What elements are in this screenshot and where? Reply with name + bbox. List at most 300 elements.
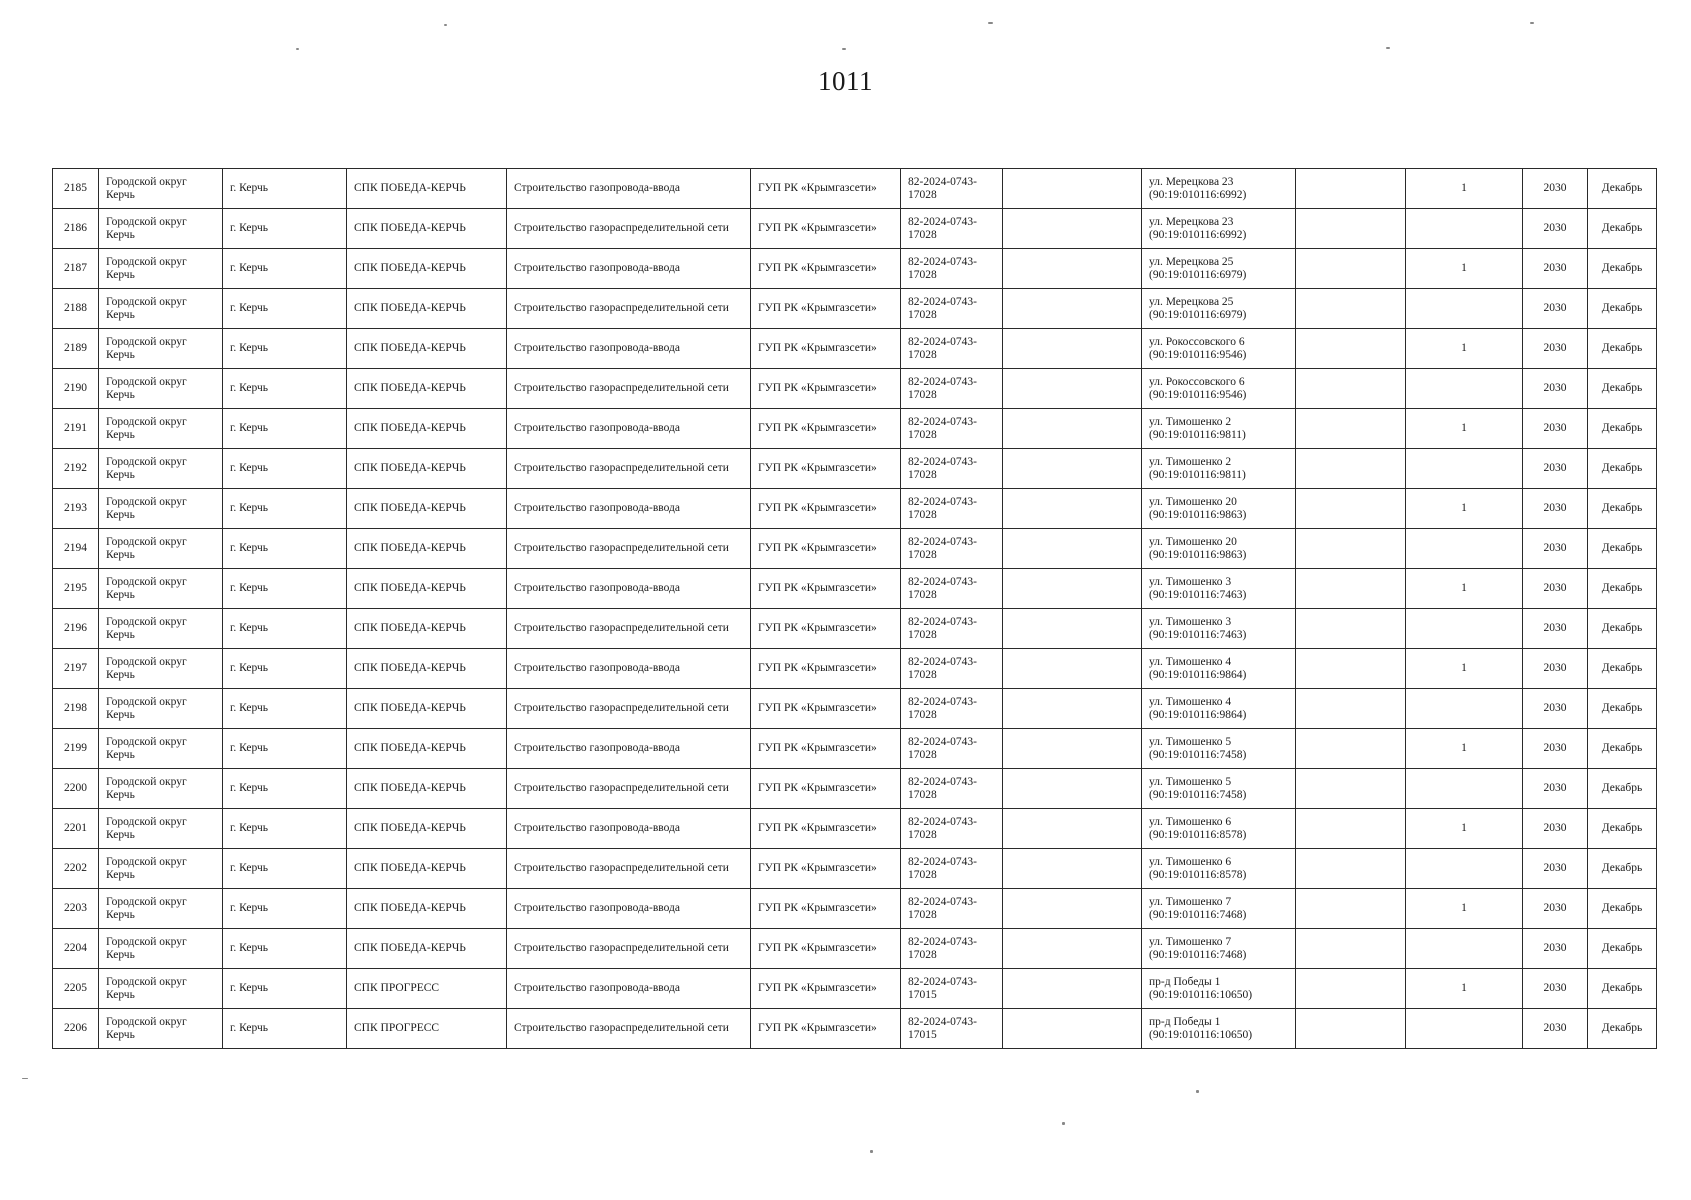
- row-number: 2198: [53, 689, 99, 729]
- row-number: 2187: [53, 249, 99, 289]
- city-cell: г. Керчь: [223, 569, 347, 609]
- scan-speck: [842, 48, 846, 50]
- row-number: 2192: [53, 449, 99, 489]
- empty-cell: [1296, 289, 1406, 329]
- city-cell: г. Керчь: [223, 1009, 347, 1049]
- count-cell: [1406, 449, 1523, 489]
- organization-cell: ГУП РК «Крымгазсети»: [751, 209, 901, 249]
- code-cell: 82-2024-0743-17028: [901, 489, 1003, 529]
- table-row: [53, 849, 1657, 889]
- row-number: 2200: [53, 769, 99, 809]
- city-cell: г. Керчь: [223, 649, 347, 689]
- address-cell: ул. Тимошенко 3 (90:19:010116:7463): [1142, 569, 1296, 609]
- count-cell: [1406, 209, 1523, 249]
- month-cell: Декабрь: [1588, 929, 1657, 969]
- district-cell: Городской округ Керчь: [99, 969, 223, 1009]
- work-type-cell: Строительство газораспределительной сети: [507, 769, 751, 809]
- year-cell: 2030: [1523, 1009, 1588, 1049]
- empty-cell: [1296, 769, 1406, 809]
- work-type-cell: Строительство газопровода-ввода: [507, 809, 751, 849]
- work-type-cell: Строительство газораспределительной сети: [507, 369, 751, 409]
- code-cell: 82-2024-0743-17028: [901, 329, 1003, 369]
- district-cell: Городской округ Керчь: [99, 249, 223, 289]
- address-cell: ул. Мерецкова 25 (90:19:010116:6979): [1142, 249, 1296, 289]
- district-cell: Городской округ Керчь: [99, 329, 223, 369]
- year-cell: 2030: [1523, 249, 1588, 289]
- work-type-cell: Строительство газораспределительной сети: [507, 529, 751, 569]
- work-type-cell: Строительство газопровода-ввода: [507, 569, 751, 609]
- year-cell: 2030: [1523, 529, 1588, 569]
- address-cell: ул. Тимошенко 4 (90:19:010116:9864): [1142, 649, 1296, 689]
- work-type-cell: Строительство газопровода-ввода: [507, 329, 751, 369]
- year-cell: 2030: [1523, 769, 1588, 809]
- applicant-cell: СПК ПОБЕДА-КЕРЧЬ: [347, 729, 507, 769]
- code-cell: 82-2024-0743-17028: [901, 769, 1003, 809]
- year-cell: 2030: [1523, 609, 1588, 649]
- empty-cell: [1296, 169, 1406, 209]
- registry-table: [52, 168, 1657, 1049]
- empty-cell: [1003, 489, 1142, 529]
- empty-cell: [1296, 689, 1406, 729]
- month-cell: Декабрь: [1588, 249, 1657, 289]
- year-cell: 2030: [1523, 449, 1588, 489]
- organization-cell: ГУП РК «Крымгазсети»: [751, 889, 901, 929]
- code-cell: 82-2024-0743-17028: [901, 409, 1003, 449]
- scan-speck: [1386, 47, 1390, 49]
- table-row: [53, 649, 1657, 689]
- scan-speck: [444, 24, 447, 26]
- count-cell: 1: [1406, 809, 1523, 849]
- empty-cell: [1003, 769, 1142, 809]
- applicant-cell: СПК ПОБЕДА-КЕРЧЬ: [347, 769, 507, 809]
- address-cell: ул. Мерецкова 23 (90:19:010116:6992): [1142, 209, 1296, 249]
- year-cell: 2030: [1523, 929, 1588, 969]
- work-type-cell: Строительство газораспределительной сети: [507, 929, 751, 969]
- work-type-cell: Строительство газораспределительной сети: [507, 1009, 751, 1049]
- district-cell: Городской округ Керчь: [99, 569, 223, 609]
- empty-cell: [1003, 569, 1142, 609]
- district-cell: Городской округ Керчь: [99, 529, 223, 569]
- count-cell: 1: [1406, 489, 1523, 529]
- table-row: [53, 569, 1657, 609]
- table-row: [53, 529, 1657, 569]
- row-number: 2206: [53, 1009, 99, 1049]
- row-number: 2203: [53, 889, 99, 929]
- district-cell: Городской округ Керчь: [99, 169, 223, 209]
- address-cell: ул. Тимошенко 5 (90:19:010116:7458): [1142, 769, 1296, 809]
- district-cell: Городской округ Керчь: [99, 849, 223, 889]
- address-cell: ул. Тимошенко 3 (90:19:010116:7463): [1142, 609, 1296, 649]
- empty-cell: [1296, 809, 1406, 849]
- year-cell: 2030: [1523, 649, 1588, 689]
- address-cell: ул. Мерецкова 25 (90:19:010116:6979): [1142, 289, 1296, 329]
- count-cell: [1406, 849, 1523, 889]
- month-cell: Декабрь: [1588, 649, 1657, 689]
- code-cell: 82-2024-0743-17028: [901, 729, 1003, 769]
- month-cell: Декабрь: [1588, 729, 1657, 769]
- count-cell: [1406, 689, 1523, 729]
- table-row: [53, 689, 1657, 729]
- year-cell: 2030: [1523, 409, 1588, 449]
- organization-cell: ГУП РК «Крымгазсети»: [751, 769, 901, 809]
- month-cell: Декабрь: [1588, 209, 1657, 249]
- applicant-cell: СПК ПОБЕДА-КЕРЧЬ: [347, 849, 507, 889]
- district-cell: Городской округ Керчь: [99, 889, 223, 929]
- work-type-cell: Строительство газораспределительной сети: [507, 689, 751, 729]
- count-cell: [1406, 529, 1523, 569]
- district-cell: Городской округ Керчь: [99, 769, 223, 809]
- city-cell: г. Керчь: [223, 609, 347, 649]
- district-cell: Городской округ Керчь: [99, 449, 223, 489]
- table-row: [53, 769, 1657, 809]
- empty-cell: [1003, 969, 1142, 1009]
- year-cell: 2030: [1523, 729, 1588, 769]
- applicant-cell: СПК ПОБЕДА-КЕРЧЬ: [347, 169, 507, 209]
- address-cell: ул. Тимошенко 4 (90:19:010116:9864): [1142, 689, 1296, 729]
- applicant-cell: СПК ПОБЕДА-КЕРЧЬ: [347, 489, 507, 529]
- count-cell: [1406, 769, 1523, 809]
- count-cell: [1406, 929, 1523, 969]
- table-row: [53, 809, 1657, 849]
- applicant-cell: СПК ПОБЕДА-КЕРЧЬ: [347, 689, 507, 729]
- count-cell: 1: [1406, 329, 1523, 369]
- empty-cell: [1003, 849, 1142, 889]
- work-type-cell: Строительство газопровода-ввода: [507, 409, 751, 449]
- month-cell: Декабрь: [1588, 289, 1657, 329]
- work-type-cell: Строительство газораспределительной сети: [507, 289, 751, 329]
- organization-cell: ГУП РК «Крымгазсети»: [751, 1009, 901, 1049]
- month-cell: Декабрь: [1588, 409, 1657, 449]
- page-number: 1011: [818, 66, 873, 96]
- organization-cell: ГУП РК «Крымгазсети»: [751, 689, 901, 729]
- organization-cell: ГУП РК «Крымгазсети»: [751, 329, 901, 369]
- address-cell: ул. Тимошенко 2 (90:19:010116:9811): [1142, 449, 1296, 489]
- row-number: 2199: [53, 729, 99, 769]
- code-cell: 82-2024-0743-17028: [901, 809, 1003, 849]
- district-cell: Городской округ Керчь: [99, 1009, 223, 1049]
- count-cell: 1: [1406, 889, 1523, 929]
- year-cell: 2030: [1523, 169, 1588, 209]
- row-number: 2189: [53, 329, 99, 369]
- city-cell: г. Керчь: [223, 729, 347, 769]
- year-cell: 2030: [1523, 809, 1588, 849]
- applicant-cell: СПК ПОБЕДА-КЕРЧЬ: [347, 409, 507, 449]
- table-row: [53, 209, 1657, 249]
- empty-cell: [1003, 889, 1142, 929]
- applicant-cell: СПК ПОБЕДА-КЕРЧЬ: [347, 809, 507, 849]
- city-cell: г. Керчь: [223, 289, 347, 329]
- organization-cell: ГУП РК «Крымгазсети»: [751, 649, 901, 689]
- district-cell: Городской округ Керчь: [99, 809, 223, 849]
- address-cell: ул. Рокоссовского 6 (90:19:010116:9546): [1142, 329, 1296, 369]
- row-number: 2204: [53, 929, 99, 969]
- table-row: [53, 449, 1657, 489]
- applicant-cell: СПК ПОБЕДА-КЕРЧЬ: [347, 529, 507, 569]
- row-number: 2202: [53, 849, 99, 889]
- code-cell: 82-2024-0743-17028: [901, 609, 1003, 649]
- empty-cell: [1003, 289, 1142, 329]
- work-type-cell: Строительство газопровода-ввода: [507, 889, 751, 929]
- table-row: [53, 249, 1657, 289]
- city-cell: г. Керчь: [223, 169, 347, 209]
- row-number: 2193: [53, 489, 99, 529]
- scan-speck: [1062, 1122, 1065, 1125]
- work-type-cell: Строительство газораспределительной сети: [507, 609, 751, 649]
- district-cell: Городской округ Керчь: [99, 289, 223, 329]
- empty-cell: [1296, 649, 1406, 689]
- code-cell: 82-2024-0743-17028: [901, 209, 1003, 249]
- month-cell: Декабрь: [1588, 889, 1657, 929]
- table-row: [53, 929, 1657, 969]
- count-cell: 1: [1406, 969, 1523, 1009]
- row-number: 2185: [53, 169, 99, 209]
- applicant-cell: СПК ПОБЕДА-КЕРЧЬ: [347, 929, 507, 969]
- organization-cell: ГУП РК «Крымгазсети»: [751, 969, 901, 1009]
- address-cell: ул. Тимошенко 6 (90:19:010116:8578): [1142, 849, 1296, 889]
- address-cell: ул. Тимошенко 7 (90:19:010116:7468): [1142, 929, 1296, 969]
- table-row: [53, 969, 1657, 1009]
- organization-cell: ГУП РК «Крымгазсети»: [751, 849, 901, 889]
- organization-cell: ГУП РК «Крымгазсети»: [751, 809, 901, 849]
- organization-cell: ГУП РК «Крымгазсети»: [751, 169, 901, 209]
- table-row: [53, 409, 1657, 449]
- empty-cell: [1296, 729, 1406, 769]
- month-cell: Декабрь: [1588, 329, 1657, 369]
- applicant-cell: СПК ПОБЕДА-КЕРЧЬ: [347, 369, 507, 409]
- address-cell: ул. Тимошенко 20 (90:19:010116:9863): [1142, 529, 1296, 569]
- code-cell: 82-2024-0743-17028: [901, 849, 1003, 889]
- city-cell: г. Керчь: [223, 449, 347, 489]
- empty-cell: [1003, 609, 1142, 649]
- empty-cell: [1296, 529, 1406, 569]
- row-number: 2195: [53, 569, 99, 609]
- month-cell: Декабрь: [1588, 1009, 1657, 1049]
- scan-speck: [870, 1150, 873, 1153]
- applicant-cell: СПК ПОБЕДА-КЕРЧЬ: [347, 569, 507, 609]
- address-cell: пр-д Победы 1 (90:19:010116:10650): [1142, 1009, 1296, 1049]
- year-cell: 2030: [1523, 569, 1588, 609]
- table-row: [53, 489, 1657, 529]
- city-cell: г. Керчь: [223, 929, 347, 969]
- applicant-cell: СПК ПОБЕДА-КЕРЧЬ: [347, 209, 507, 249]
- organization-cell: ГУП РК «Крымгазсети»: [751, 729, 901, 769]
- code-cell: 82-2024-0743-17028: [901, 369, 1003, 409]
- work-type-cell: Строительство газораспределительной сети: [507, 209, 751, 249]
- code-cell: 82-2024-0743-17015: [901, 1009, 1003, 1049]
- district-cell: Городской округ Керчь: [99, 689, 223, 729]
- code-cell: 82-2024-0743-17028: [901, 529, 1003, 569]
- applicant-cell: СПК ПОБЕДА-КЕРЧЬ: [347, 889, 507, 929]
- organization-cell: ГУП РК «Крымгазсети»: [751, 449, 901, 489]
- address-cell: ул. Рокоссовского 6 (90:19:010116:9546): [1142, 369, 1296, 409]
- applicant-cell: СПК ПОБЕДА-КЕРЧЬ: [347, 289, 507, 329]
- empty-cell: [1003, 449, 1142, 489]
- city-cell: г. Керчь: [223, 209, 347, 249]
- row-number: 2205: [53, 969, 99, 1009]
- city-cell: г. Керчь: [223, 769, 347, 809]
- scan-speck: [1530, 22, 1534, 24]
- empty-cell: [1296, 329, 1406, 369]
- year-cell: 2030: [1523, 889, 1588, 929]
- work-type-cell: Строительство газораспределительной сети: [507, 449, 751, 489]
- row-number: 2188: [53, 289, 99, 329]
- organization-cell: ГУП РК «Крымгазсети»: [751, 929, 901, 969]
- work-type-cell: Строительство газопровода-ввода: [507, 729, 751, 769]
- month-cell: Декабрь: [1588, 969, 1657, 1009]
- empty-cell: [1296, 889, 1406, 929]
- empty-cell: [1003, 329, 1142, 369]
- empty-cell: [1296, 249, 1406, 289]
- row-number: 2191: [53, 409, 99, 449]
- count-cell: 1: [1406, 169, 1523, 209]
- year-cell: 2030: [1523, 969, 1588, 1009]
- work-type-cell: Строительство газопровода-ввода: [507, 169, 751, 209]
- organization-cell: ГУП РК «Крымгазсети»: [751, 609, 901, 649]
- applicant-cell: СПК ПОБЕДА-КЕРЧЬ: [347, 449, 507, 489]
- month-cell: Декабрь: [1588, 689, 1657, 729]
- organization-cell: ГУП РК «Крымгазсети»: [751, 409, 901, 449]
- empty-cell: [1296, 409, 1406, 449]
- row-number: 2186: [53, 209, 99, 249]
- applicant-cell: СПК ПРОГРЕСС: [347, 969, 507, 1009]
- empty-cell: [1296, 969, 1406, 1009]
- table-row: [53, 169, 1657, 209]
- work-type-cell: Строительство газопровода-ввода: [507, 249, 751, 289]
- city-cell: г. Керчь: [223, 329, 347, 369]
- empty-cell: [1003, 209, 1142, 249]
- code-cell: 82-2024-0743-17028: [901, 649, 1003, 689]
- month-cell: Декабрь: [1588, 529, 1657, 569]
- address-cell: ул. Тимошенко 7 (90:19:010116:7468): [1142, 889, 1296, 929]
- month-cell: Декабрь: [1588, 449, 1657, 489]
- district-cell: Городской округ Керчь: [99, 409, 223, 449]
- code-cell: 82-2024-0743-17015: [901, 969, 1003, 1009]
- empty-cell: [1003, 409, 1142, 449]
- month-cell: Декабрь: [1588, 569, 1657, 609]
- scan-speck: [22, 1078, 28, 1079]
- month-cell: Декабрь: [1588, 849, 1657, 889]
- row-number: 2197: [53, 649, 99, 689]
- organization-cell: ГУП РК «Крымгазсети»: [751, 289, 901, 329]
- organization-cell: ГУП РК «Крымгазсети»: [751, 569, 901, 609]
- code-cell: 82-2024-0743-17028: [901, 249, 1003, 289]
- code-cell: 82-2024-0743-17028: [901, 889, 1003, 929]
- address-cell: ул. Тимошенко 5 (90:19:010116:7458): [1142, 729, 1296, 769]
- district-cell: Городской округ Керчь: [99, 369, 223, 409]
- year-cell: 2030: [1523, 689, 1588, 729]
- month-cell: Декабрь: [1588, 169, 1657, 209]
- row-number: 2196: [53, 609, 99, 649]
- table-row: [53, 289, 1657, 329]
- count-cell: 1: [1406, 729, 1523, 769]
- city-cell: г. Керчь: [223, 969, 347, 1009]
- district-cell: Городской округ Керчь: [99, 609, 223, 649]
- applicant-cell: СПК ПОБЕДА-КЕРЧЬ: [347, 649, 507, 689]
- code-cell: 82-2024-0743-17028: [901, 449, 1003, 489]
- empty-cell: [1003, 169, 1142, 209]
- city-cell: г. Керчь: [223, 889, 347, 929]
- empty-cell: [1003, 649, 1142, 689]
- code-cell: 82-2024-0743-17028: [901, 289, 1003, 329]
- month-cell: Декабрь: [1588, 609, 1657, 649]
- table-row: [53, 729, 1657, 769]
- address-cell: ул. Мерецкова 23 (90:19:010116:6992): [1142, 169, 1296, 209]
- work-type-cell: Строительство газопровода-ввода: [507, 649, 751, 689]
- city-cell: г. Керчь: [223, 369, 347, 409]
- empty-cell: [1003, 689, 1142, 729]
- city-cell: г. Керчь: [223, 849, 347, 889]
- work-type-cell: Строительство газопровода-ввода: [507, 489, 751, 529]
- year-cell: 2030: [1523, 289, 1588, 329]
- empty-cell: [1296, 369, 1406, 409]
- district-cell: Городской округ Керчь: [99, 929, 223, 969]
- month-cell: Декабрь: [1588, 369, 1657, 409]
- empty-cell: [1003, 929, 1142, 969]
- code-cell: 82-2024-0743-17028: [901, 569, 1003, 609]
- table-row: [53, 1009, 1657, 1049]
- district-cell: Городской округ Керчь: [99, 649, 223, 689]
- empty-cell: [1296, 449, 1406, 489]
- year-cell: 2030: [1523, 369, 1588, 409]
- empty-cell: [1296, 849, 1406, 889]
- address-cell: ул. Тимошенко 20 (90:19:010116:9863): [1142, 489, 1296, 529]
- scan-speck: [296, 48, 299, 50]
- table-row: [53, 889, 1657, 929]
- organization-cell: ГУП РК «Крымгазсети»: [751, 529, 901, 569]
- year-cell: 2030: [1523, 329, 1588, 369]
- empty-cell: [1003, 1009, 1142, 1049]
- row-number: 2201: [53, 809, 99, 849]
- row-number: 2194: [53, 529, 99, 569]
- empty-cell: [1003, 729, 1142, 769]
- city-cell: г. Керчь: [223, 249, 347, 289]
- district-cell: Городской округ Керчь: [99, 729, 223, 769]
- code-cell: 82-2024-0743-17028: [901, 689, 1003, 729]
- count-cell: [1406, 609, 1523, 649]
- empty-cell: [1003, 809, 1142, 849]
- year-cell: 2030: [1523, 209, 1588, 249]
- empty-cell: [1296, 209, 1406, 249]
- applicant-cell: СПК ПОБЕДА-КЕРЧЬ: [347, 249, 507, 289]
- address-cell: пр-д Победы 1 (90:19:010116:10650): [1142, 969, 1296, 1009]
- table-row: [53, 369, 1657, 409]
- organization-cell: ГУП РК «Крымгазсети»: [751, 489, 901, 529]
- table-row: [53, 609, 1657, 649]
- applicant-cell: СПК ПОБЕДА-КЕРЧЬ: [347, 329, 507, 369]
- empty-cell: [1296, 1009, 1406, 1049]
- count-cell: 1: [1406, 409, 1523, 449]
- empty-cell: [1003, 369, 1142, 409]
- address-cell: ул. Тимошенко 6 (90:19:010116:8578): [1142, 809, 1296, 849]
- empty-cell: [1003, 529, 1142, 569]
- scan-speck: [1196, 1090, 1199, 1093]
- empty-cell: [1296, 929, 1406, 969]
- city-cell: г. Керчь: [223, 809, 347, 849]
- district-cell: Городской округ Керчь: [99, 489, 223, 529]
- work-type-cell: Строительство газораспределительной сети: [507, 849, 751, 889]
- empty-cell: [1296, 569, 1406, 609]
- applicant-cell: СПК ПРОГРЕСС: [347, 1009, 507, 1049]
- address-cell: ул. Тимошенко 2 (90:19:010116:9811): [1142, 409, 1296, 449]
- applicant-cell: СПК ПОБЕДА-КЕРЧЬ: [347, 609, 507, 649]
- month-cell: Декабрь: [1588, 809, 1657, 849]
- count-cell: 1: [1406, 569, 1523, 609]
- year-cell: 2030: [1523, 849, 1588, 889]
- month-cell: Декабрь: [1588, 489, 1657, 529]
- table-row: [53, 329, 1657, 369]
- code-cell: 82-2024-0743-17028: [901, 929, 1003, 969]
- empty-cell: [1003, 249, 1142, 289]
